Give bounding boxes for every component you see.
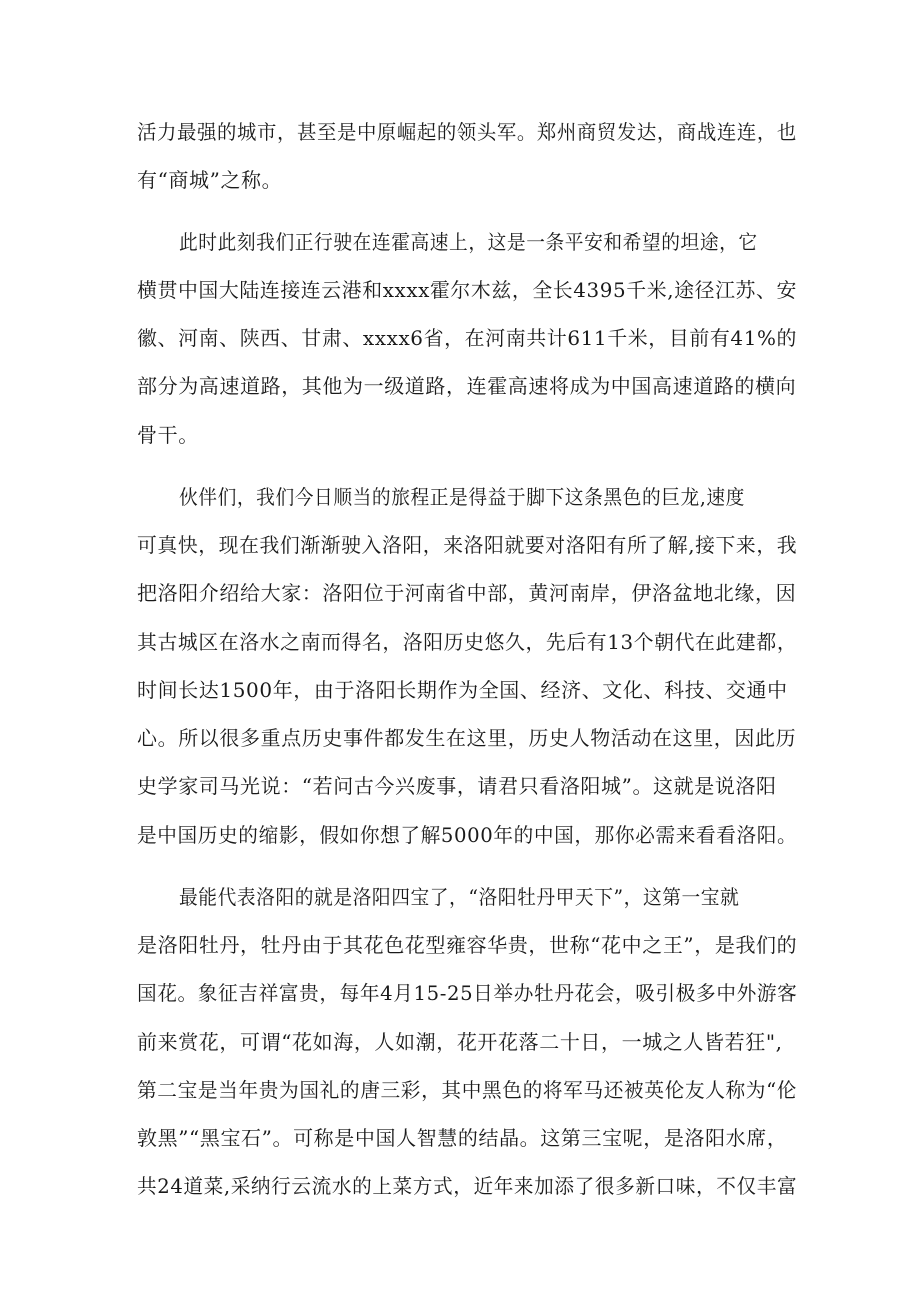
text-line: 共24道菜,采纳行云流水的上菜方式，近年来加添了很多新口味，不仅丰富	[137, 1174, 798, 1198]
text-line: 伙伴们，我们今日顺当的旅程正是得益于脚下这条黑色的巨龙,速度	[179, 485, 745, 509]
text-line: 最能代表洛阳的就是洛阳四宝了，“洛阳牡丹甲天下”，这第一宝就	[179, 885, 740, 909]
text-line: 时间长达1500年，由于洛阳长期作为全国、经济、文化、科技、交通中	[137, 678, 788, 702]
text-line: 骨干。	[137, 423, 199, 447]
text-line: 横贯中国大陆连接连云港和xxxx霍尔木兹，全长4395千米,途径江苏、安	[137, 278, 798, 302]
text-line: 前来赏花，可谓“花如海，人如潮，花开花落二十日，一城之人皆若狂",	[137, 1030, 783, 1054]
text-line: 史学家司马光说：“若问古今兴废事，请君只看洛阳城”。这就是说洛阳	[137, 774, 777, 798]
text-line: 此时此刻我们正行驶在连霍高速上，这是一条平安和希望的坦途，它	[179, 230, 758, 254]
text-line: 第二宝是当年贵为国礼的唐三彩，其中黑色的将军马还被英伦友人称为“伦	[137, 1078, 798, 1102]
text-line: 活力最强的城市，甚至是中原崛起的领头军。郑州商贸发达，商战连连，也	[137, 120, 797, 144]
text-line: 其古城区在洛水之南而得名，洛阳历史悠久，先后有13个朝代在此建都，	[137, 630, 798, 654]
text-line: 可真快，现在我们渐渐驶入洛阳，来洛阳就要对洛阳有所了解,接下来，我	[137, 533, 798, 557]
text-line: 部分为高速道路，其他为一级道路，连霍高速将成为中国高速道路的横向	[137, 374, 797, 398]
text-line: 是洛阳牡丹，牡丹由于其花色花型雍容华贵，世称“花中之王”，是我们的	[137, 933, 798, 957]
text-line: 徽、河南、陕西、甘肃、xxxx6省，在河南共计611千米，目前有41%的	[137, 326, 798, 350]
text-line: 有“商城”之称。	[137, 168, 283, 192]
text-line: 敦黑”“黑宝石”。可称是中国人智慧的结晶。这第三宝呢，是洛阳水席，	[137, 1126, 788, 1150]
text-line: 把洛阳介绍给大家：洛阳位于河南省中部，黄河南岸，伊洛盆地北缘，因	[137, 581, 797, 605]
text-line: 是中国历史的缩影，假如你想了解5000年的中国，那你必需来看看洛阳。	[137, 823, 798, 847]
text-line: 心。所以很多重点历史事件都发生在这里，历史人物活动在这里，因此历	[137, 726, 797, 750]
text-line: 国花。象征吉祥富贵，每年4月15-25日举办牡丹花会，吸引极多中外游客	[137, 981, 798, 1005]
